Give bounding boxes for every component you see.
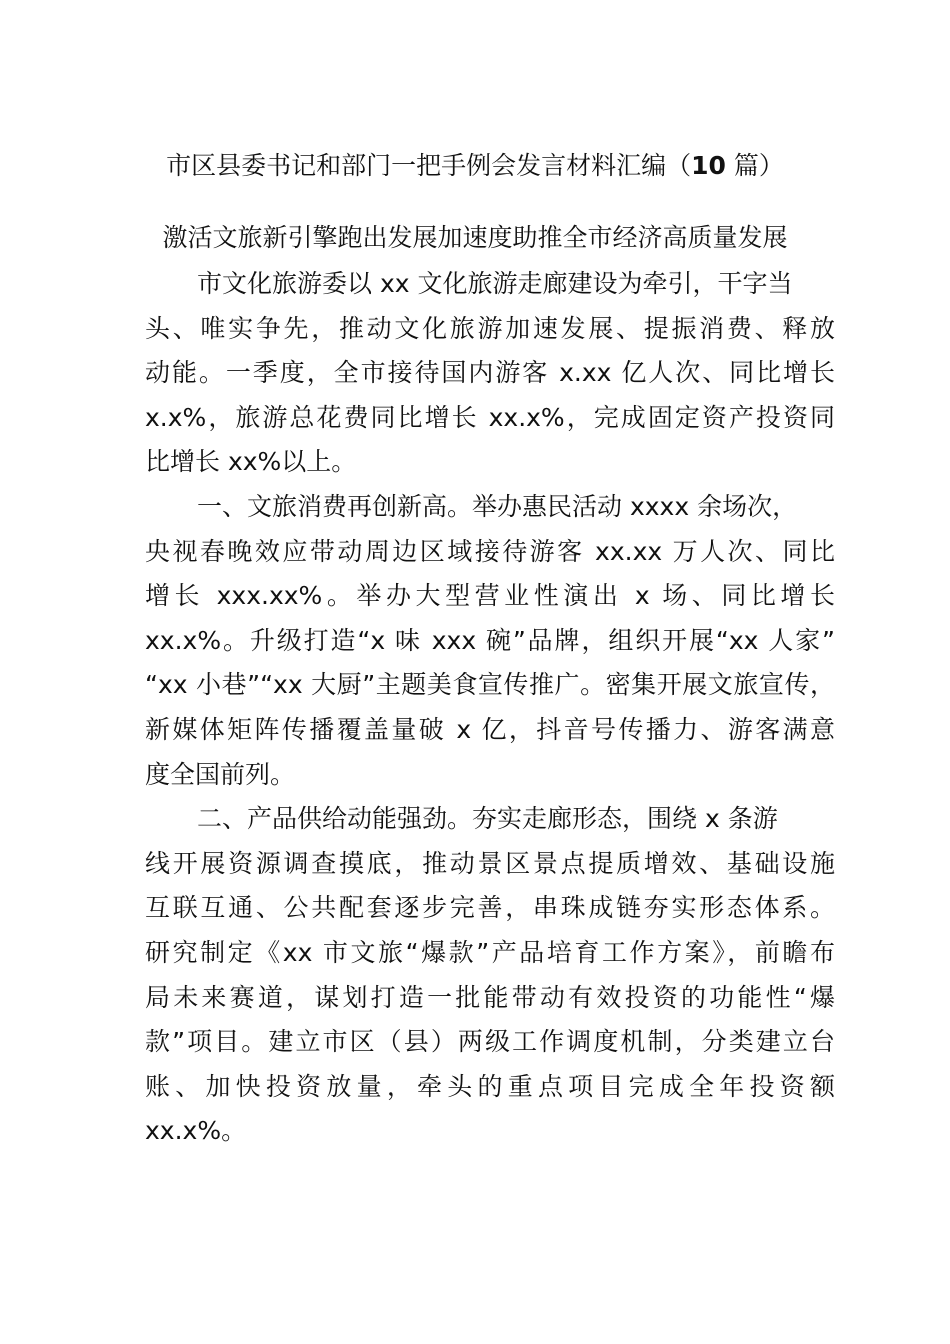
paragraph-line: 市文化旅游委以 xx 文化旅游走廊建设为牵引，干字当 (197, 269, 793, 298)
paragraph-line: xx.x%。 (145, 1116, 247, 1146)
article-body (145, 262, 835, 1154)
paragraph-line: 比增长 xx%以上。 (145, 447, 357, 477)
paragraph-line: 互联互通、公共配套逐步完善，串珠成链夯实形态体系。 (145, 893, 835, 923)
paragraph-line: 央视春晚效应带动周边区域接待游客 xx.xx 万人次、同比 (145, 536, 835, 566)
paragraph-line: 线开展资源调查摸底，推动景区景点提质增效、基础设施 (145, 848, 835, 878)
paragraph-line: 新媒体矩阵传播覆盖量破 x 亿，抖音号传播力、游客满意 (145, 714, 835, 744)
paragraph-line: 度全国前列。 (145, 759, 296, 789)
paragraph-line: 研究制定《xx 市文旅“爆款”产品培育工作方案》，前瞻布 (145, 937, 835, 967)
section-heading-line: 二、产品供给动能强劲。夯实走廊形态，围绕 x 条游 (197, 804, 778, 834)
paragraph-line: 增长 xxx.xx%。举办大型营业性演出 x 场、同比增长 (145, 581, 835, 611)
paragraph-line: 动能。一季度，全市接待国内游客 x.xx 亿人次、同比增长 (145, 358, 835, 388)
title-end: 篇） (725, 151, 784, 180)
title-text: 市区县委书记和部门一把手例会发言材料汇编（ (166, 151, 692, 180)
section-heading-line: 一、文旅消费再创新高。举办惠民活动 xxxx 余场次， (197, 491, 798, 521)
paragraph-line: 账、加快投资放量，牵头的重点项目完成全年投资额 (145, 1071, 835, 1101)
paragraph-line: 局未来赛道，谋划打造一批能带动有效投资的功能性“爆 (145, 982, 835, 1012)
paragraph-line: “xx 小巷”“xx 大厨”主题美食宣传推广。密集开展文旅宣传， (145, 670, 835, 700)
title-count: 10 (691, 151, 726, 180)
article-heading: 激活文旅新引擎跑出发展加速度助推全市经济高质量发展 (162, 223, 788, 252)
paragraph-line: x.x%，旅游总花费同比增长 xx.x%，完成固定资产投资同 (145, 402, 835, 432)
paragraph-line: 款”项目。建立市区（县）两级工作调度机制，分类建立台 (145, 1027, 835, 1057)
paragraph-line: xx.x%。升级打造“x 味 xxx 碗”品牌，组织开展“xx 人家” (145, 625, 835, 655)
document-title (0, 147, 950, 185)
paragraph-line: 头、唯实争先，推动文化旅游加速发展、提振消费、释放 (145, 313, 835, 343)
